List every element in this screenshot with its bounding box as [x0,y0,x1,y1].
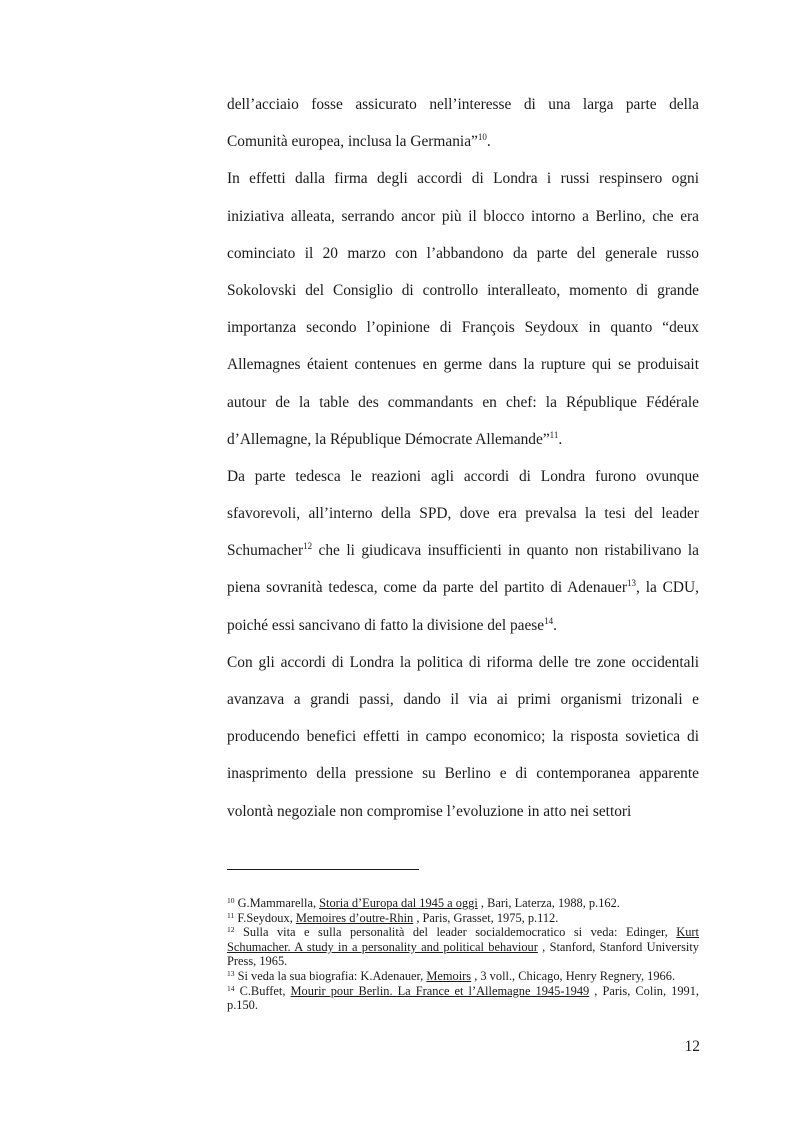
text-line: Allemagnes étaient contenues en germe dans la rupture qui se produisait [227,356,699,374]
text-line: In effetti dalla firma degli accordi di Londra i russi respinsero ogni [227,170,699,188]
citation-title: Kurt Schumacher. A study in a personality and political behaviour [227,925,699,954]
text-line: Schumacher$^{12}$ che li giudicava insufficienti in quanto non ristabilivano la [227,541,699,560]
footnote-ref[interactable]: 12 [303,541,313,552]
footnote-ref[interactable]: 10 [477,132,487,143]
text-line: importanza secondo l’opinione di François Seydoux in quanto “deux [227,319,699,337]
footnote: $^{10}$ G.Mammarella, Storia d’Europa dal 1945 a oggi , Bari, Laterza, 1988, p.162. [227,896,620,910]
text-line: iniziativa alleata, serrando ancor più il blocco intorno a Berlino, che era [227,207,699,225]
citation-title: Memoirs [426,968,472,983]
text-line: autour de la table des commandants en chef: la République Fédérale [227,393,699,411]
text-line: poiché essi sancivano di fatto la divisione del paese$^{14}$. [227,615,557,634]
footnote-divider [227,869,419,870]
citation-title: Storia d’Europa dal 1945 a oggi [319,896,478,910]
footnote: $^{14}$ C.Buffet, Mourir pour Berlin. La France et l’Allemagne 1945-1949 , Paris, Colin, 1991, p.150. [227,983,699,1013]
citation-title: Memoires d’outre-Rhin [295,910,414,925]
footnote: $^{12}$ Sulla vita e sulla personalità del leader socialdemocratico si veda: Edinger, Kurt Schumacher. A study in a personality and political behaviour , Stanford, Stanford University Press, 1965. [227,925,699,969]
text-line: d’Allemagne, la République Démocrate Allemande”$^{11}$. [227,429,563,448]
footnotes [227,896,699,1013]
page-number: 12 [684,1038,700,1055]
footnote: $^{13}$ Si veda la sua biografia: K.Adenauer, Memoirs , 3 voll., Chicago, Henry Regnery, 1966. [227,968,676,983]
text-line: Comunità europea, inclusa la Germania”$^{10}$. [227,132,491,151]
text-line: volontà negoziale non compromise l’evoluzione in atto nei settori [227,802,632,820]
footnote-ref[interactable]: 14 [544,615,554,626]
text-line: producendo benefici effetti in campo economico; la risposta sovietica di [227,728,699,746]
text-line: piena sovranità tedesca, come da parte del partito di Adenauer$^{13}$, la CDU, [227,578,699,597]
text-line: Con gli accordi di Londra la politica di riforma delle tre zone occidentali [227,653,699,671]
text-line: Da parte tedesca le reazioni agli accordi di Londra furono ovunque [227,467,699,485]
text-line: sfavorevoli, all’interno della SPD, dove era prevalsa la tesi del leader [227,505,699,523]
footnote: $^{11}$ F.Seydoux, Memoires d’outre-Rhin , Paris, Grasset, 1975, p.112. [227,910,559,925]
footnote-ref[interactable]: 13 [627,578,636,589]
main-text [227,88,699,832]
text-line: inasprimento della pressione su Berlino e di contemporanea apparente [227,765,699,783]
footnote-ref[interactable]: 11 [549,429,559,440]
text-line: Sokolovski del Consiglio di controllo interalleato, momento di grande [227,281,699,299]
text-line: avanzava a grandi passi, dando il via ai primi organismi trizonali e [227,691,699,708]
text-line: dell’acciaio fosse assicurato nell’interesse di una larga parte della [227,96,699,113]
text-line: cominciato il 20 marzo con l’abbandono da parte del generale russo [227,244,699,262]
citation-title: Mourir pour Berlin. La France et l’Allemagne 1945-1949 [290,983,590,998]
